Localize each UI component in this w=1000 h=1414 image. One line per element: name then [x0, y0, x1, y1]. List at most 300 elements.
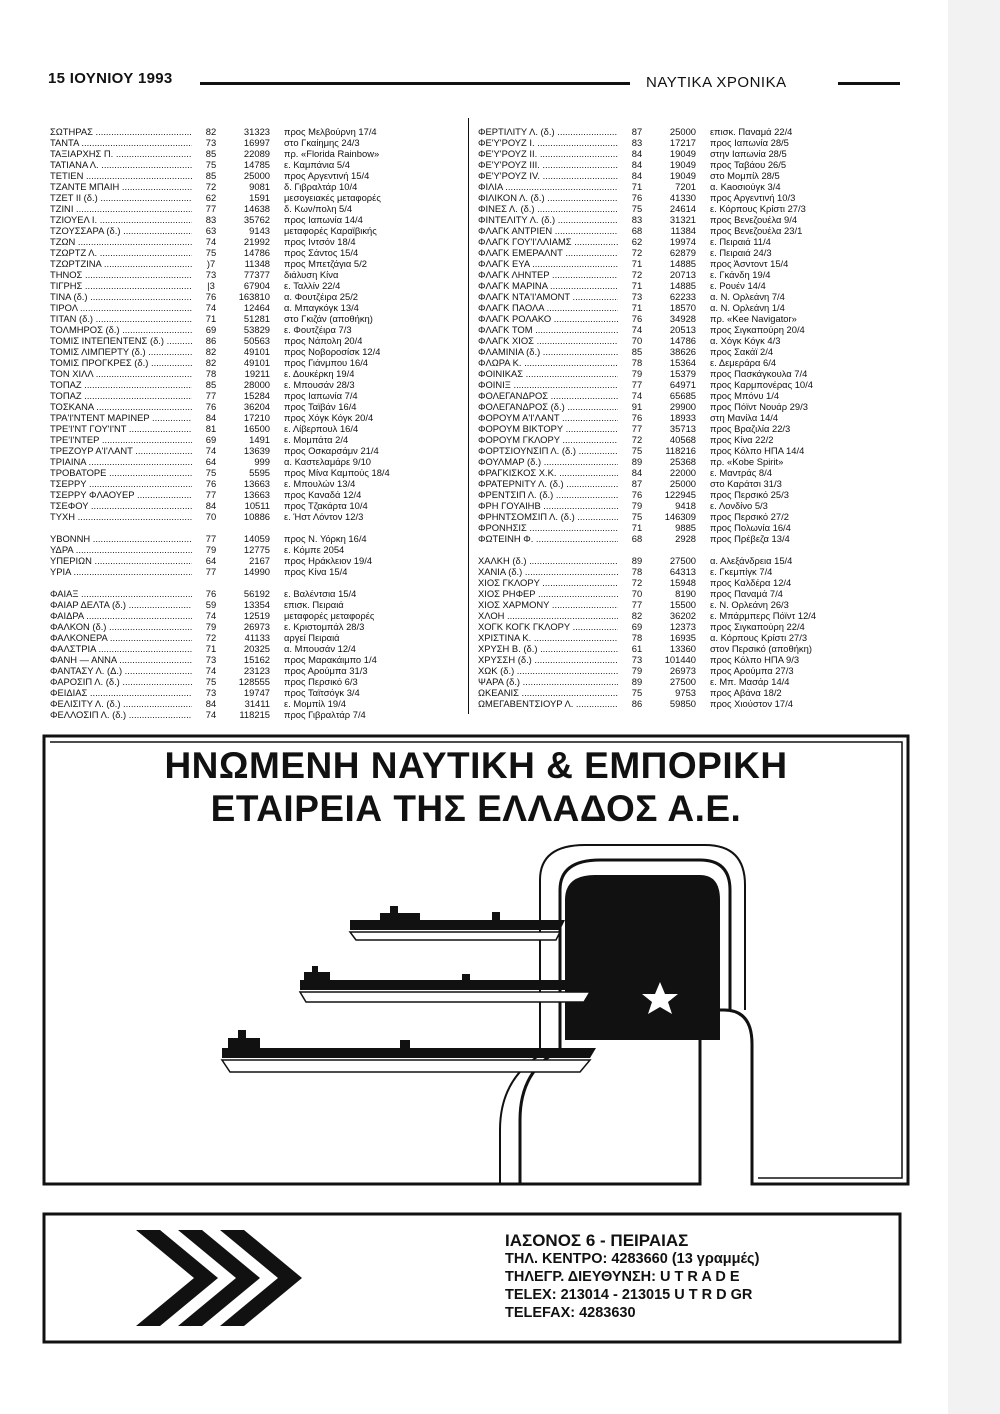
ship-row — [50, 423, 458, 434]
build-year: 72 — [205, 632, 217, 643]
ship-row — [50, 654, 458, 665]
fleet-list-right — [478, 126, 898, 720]
ship-row — [478, 225, 898, 236]
ship-row — [478, 313, 898, 324]
build-year: 76 — [205, 478, 217, 489]
ship-name: ΦΛΑΓΚ ΕΜΕΡΑΛΝΤ ..... — [478, 247, 618, 258]
deadweight: 49101 — [243, 357, 270, 368]
build-year: 71 — [631, 181, 643, 192]
ship-row — [478, 236, 898, 247]
ship-name: ΤΡΕ'Ι'ΝΤ ΓΟΥ'Ι'ΝΤ ..... — [50, 423, 192, 434]
ship-row — [478, 269, 898, 280]
ship-name: ΦΕ'Υ'ΡΟΥΖ Ι. ..... — [478, 137, 618, 148]
deadweight: 31321 — [669, 214, 696, 225]
company-name — [44, 744, 908, 830]
ship-name: ΤΡΟΒΑΤΟΡΕ ..... — [50, 467, 192, 478]
build-year: 78 — [631, 632, 643, 643]
ship-position: προς Άσντοντ 15/4 — [710, 258, 789, 269]
ship-position: προς Ταϊβάν 16/4 — [284, 401, 357, 412]
ship-row — [478, 291, 898, 302]
ship-name: ΥΠΕΡΙΩΝ ..... — [50, 555, 192, 566]
ship-position: προς Ιαπωνία 28/5 — [710, 137, 789, 148]
ship-row — [50, 137, 458, 148]
scan-edge — [948, 0, 1000, 1414]
ship-row — [50, 203, 458, 214]
build-year: 83 — [205, 214, 217, 225]
ship-name: ΦΛΑΜΙΝΙΑ (δ.) ..... — [478, 346, 618, 357]
ship-name: ΤΖΕΤ II (δ.) ..... — [50, 192, 192, 203]
ship-position: α. Ν. Ορλεάνη 7/4 — [710, 291, 785, 302]
ship-group — [50, 588, 458, 720]
deadweight: 23123 — [243, 665, 270, 676]
build-year: 75 — [631, 687, 643, 698]
ship-position: επισκ. Πειραιά — [284, 599, 344, 610]
ship-name: ΤΟΜΙΣ ΛΙΜΠΕΡΤΥ (δ.) ..... — [50, 346, 192, 357]
ship-row — [478, 379, 898, 390]
build-year: 82 — [631, 610, 643, 621]
build-year: 83 — [631, 214, 643, 225]
ship-row — [50, 214, 458, 225]
deadweight: 17210 — [243, 412, 270, 423]
deadweight: 19974 — [669, 236, 696, 247]
ship-row — [478, 335, 898, 346]
ship-position: προς Μελβούρνη 17/4 — [284, 126, 377, 137]
ship-position: προς Κόλπο ΗΠΑ 14/4 — [710, 445, 805, 456]
build-year: 84 — [631, 170, 643, 181]
deadweight: 13663 — [243, 489, 270, 500]
build-year: 77 — [205, 533, 217, 544]
ship-position: προς Πρέβεζα 13/4 — [710, 533, 790, 544]
ship-row — [50, 357, 458, 368]
ship-position: ε. Ήστ Λόντον 12/3 — [284, 511, 364, 522]
deadweight: 26973 — [669, 665, 696, 676]
deadweight: 12775 — [243, 544, 270, 555]
ship-name: ΦΑΛΚΟΝ (δ.) ..... — [50, 621, 192, 632]
ship-row — [478, 566, 898, 577]
deadweight: 163810 — [238, 291, 270, 302]
build-year: 73 — [205, 687, 217, 698]
ship-name: ΤΟΛΜΗΡΟΣ (δ.) ..... — [50, 324, 192, 335]
ship-row — [50, 324, 458, 335]
build-year: 76 — [631, 192, 643, 203]
ship-position: προς Ν. Υόρκη 16/4 — [284, 533, 367, 544]
build-year: 79 — [205, 621, 217, 632]
ship-name: ΦΛΑΓΚ ΧΙΟΣ ..... — [478, 335, 618, 346]
deadweight: 9753 — [675, 687, 696, 698]
ship-position: προς Ιντσόν 18/4 — [284, 236, 356, 247]
ship-position: προς Πολωνία 16/4 — [710, 522, 791, 533]
funnel-block — [565, 875, 720, 1040]
deadweight: 16935 — [669, 632, 696, 643]
ship-name: ΤΥΧΗ ..... — [50, 511, 192, 522]
ship-position: προς Ιαπωνία 14/4 — [284, 214, 363, 225]
ship-position: προς Ιαπωνία 7/4 — [284, 390, 358, 401]
ship-row — [478, 533, 898, 544]
ship-name: ΦΟΡΤΣΙΟΥΝΣΙΠ Λ. (δ.) ..... — [478, 445, 618, 456]
contact-box — [44, 1214, 900, 1342]
ship-position: προς Σιγκαπούρη 20/4 — [710, 324, 805, 335]
ship-row — [50, 533, 458, 544]
ship-row — [50, 632, 458, 643]
build-year: 74 — [205, 302, 217, 313]
deadweight: 24614 — [669, 203, 696, 214]
ship-row — [50, 511, 458, 522]
ship-name: ΤΣΕΦΟΥ ..... — [50, 500, 192, 511]
deadweight: 13360 — [669, 643, 696, 654]
telegraph-address: ΤΗΛΕΓΡ. ΔΙΕΥΘΥΝΣΗ: U T R A D E — [505, 1269, 740, 1285]
ship-row — [50, 170, 458, 181]
ship-name: ΦΩΤΕΙΝΗ Φ. ..... — [478, 533, 618, 544]
deadweight: 9081 — [249, 181, 270, 192]
ship-name: ΦΑΙΔΡΑ ..... — [50, 610, 192, 621]
ship-name: ΦΛΩΡΑ Κ. ..... — [478, 357, 618, 368]
ship-name: ΦΛΑΓΚ ΑΝΤΡΙΕΝ ..... — [478, 225, 618, 236]
ship-row — [50, 192, 458, 203]
build-year: 84 — [205, 412, 217, 423]
ship-position: επισκ. Παναμά 22/4 — [710, 126, 793, 137]
deadweight: 1591 — [249, 192, 270, 203]
ship-name: ΦΟΙΝΙΚΑΣ ..... — [478, 368, 618, 379]
build-year: 71 — [631, 302, 643, 313]
ship-position: μεταφορές μεταφορές — [284, 610, 375, 621]
ship-name: ΩΜΕΓΑΒΕΝΤΣΙΟΥΡ Λ. ..... — [478, 698, 618, 709]
ship-name: ΦΟΡΟΥΜ ΒΙΚΤΟΡΥ ..... — [478, 423, 618, 434]
build-year: 70 — [205, 511, 217, 522]
ship-name: ΦΑΡΟΣΙΠ Λ. (δ.) ..... — [50, 676, 192, 687]
ship-position: προς Σάντος 15/4 — [284, 247, 359, 258]
ship-row — [50, 665, 458, 676]
ship-name: ΧΡΥΣΗ Β. (δ.) ..... — [478, 643, 618, 654]
build-year: 78 — [631, 357, 643, 368]
contact-details — [505, 1232, 759, 1322]
ship-row — [50, 225, 458, 236]
build-year: 74 — [205, 610, 217, 621]
ship-row — [50, 181, 458, 192]
deadweight: 22089 — [243, 148, 270, 159]
ship-row — [50, 412, 458, 423]
ship-position: ε. Μομπίλ 19/4 — [284, 698, 346, 709]
build-year: 73 — [205, 269, 217, 280]
ship-row — [50, 555, 458, 566]
deadweight: 27500 — [669, 676, 696, 687]
build-year: 63 — [205, 225, 217, 236]
ship-row — [478, 159, 898, 170]
ship-name: ΦΙΛΙΑ ..... — [478, 181, 618, 192]
ship-row — [50, 709, 458, 720]
ship-row — [50, 621, 458, 632]
ship-position: πρ. «Kee Navigator» — [710, 313, 797, 324]
ship-name: ΦΕ'Υ'ΡΟΥΖ IV. ..... — [478, 170, 618, 181]
build-year: 74 — [205, 236, 217, 247]
column-divider — [468, 118, 469, 714]
build-year: 77 — [205, 489, 217, 500]
deadweight: 16997 — [243, 137, 270, 148]
ship-position: α. Μπουσάν 12/4 — [284, 643, 356, 654]
ship-row — [478, 621, 898, 632]
deadweight: 13354 — [243, 599, 270, 610]
deadweight: 14638 — [243, 203, 270, 214]
ship-position: α. Ν. Ορλεάνη 1/4 — [710, 302, 785, 313]
ship-group — [478, 555, 898, 709]
ship-name: ΦΛΑΓΚ ΡΟΛΑΚΟ ..... — [478, 313, 618, 324]
ship-name: ΤΖΩΡΤΖΙΝΑ ..... — [50, 258, 192, 269]
ship-row — [50, 643, 458, 654]
ship-name: ΣΩΤΗΡΑΣ ..... — [50, 126, 192, 137]
build-year: 59 — [205, 599, 217, 610]
ship-name: ΤΖΙΟΥΕΛ Ι. ..... — [50, 214, 192, 225]
build-year: 75 — [631, 203, 643, 214]
ship-name: ΦΑΝΤΑΣΥ Λ. (Δ.) ..... — [50, 665, 192, 676]
ship-name: ΤΡΕ'Ι'ΝΤΕΡ ..... — [50, 434, 192, 445]
header-rule — [200, 82, 630, 85]
deadweight: 14885 — [669, 258, 696, 269]
build-year: 73 — [205, 137, 217, 148]
ship-row — [50, 489, 458, 500]
ship-position: προς Ηράκλειον 19/4 — [284, 555, 373, 566]
deadweight: 9143 — [249, 225, 270, 236]
ship-name: ΦΟΡΟΥΜ Α'Ι'ΛΑΝΤ ..... — [478, 412, 618, 423]
header-rule-right — [838, 82, 900, 85]
ship-position: α. Κόρπους Κρίστι 27/3 — [710, 632, 808, 643]
ship-name: ΧΟΓΚ ΚΟΓΚ ΓΚΛΟΡΥ ..... — [478, 621, 618, 632]
ship-name: ΤΟΜΙΣ ΙΝΤΕΠΕΝΤΕΝΣ (δ.) ..... — [50, 335, 192, 346]
ship-row — [478, 324, 898, 335]
ship-row — [478, 599, 898, 610]
ship-name: ΦΕΡΤΙΛΙΤΥ Λ. (δ.) ..... — [478, 126, 618, 137]
ship-position: ε. Γκάνδη 19/4 — [710, 269, 771, 280]
deadweight: 11384 — [670, 225, 696, 236]
deadweight: 18570 — [669, 302, 696, 313]
ship-name: ΩΚΕΑΝΙΣ ..... — [478, 687, 618, 698]
ship-row — [478, 456, 898, 467]
build-year: 75 — [631, 445, 643, 456]
ship-row — [478, 203, 898, 214]
ship-name: ΤΡΙΑΙΝΑ ..... — [50, 456, 192, 467]
build-year: 85 — [205, 379, 217, 390]
ship-position: προς Αρούμπα 31/3 — [284, 665, 368, 676]
ship-row — [50, 401, 458, 412]
ship-position: προς Πόϊντ Νουάρ 29/3 — [710, 401, 808, 412]
ship-position: προς Μπετζάγια 5/2 — [284, 258, 367, 269]
deadweight: 14885 — [669, 280, 696, 291]
deadweight: 15379 — [669, 368, 696, 379]
ship-name: ΤΡΑ'Ι'ΝΤΕΝΤ ΜΑΡΙΝΕΡ ..... — [50, 412, 192, 423]
ship-name: ΤΟΠΑΖ ..... — [50, 379, 192, 390]
ship-position: ε. Κόμπε 2054 — [284, 544, 345, 555]
ship-row — [50, 258, 458, 269]
ship-row — [478, 500, 898, 511]
ship-name: ΥΔΡΑ ..... — [50, 544, 192, 555]
ship-position: ε. Κριστομπάλ 28/3 — [284, 621, 365, 632]
build-year: 78 — [205, 368, 217, 379]
ship-row — [50, 247, 458, 258]
build-year: 76 — [205, 401, 217, 412]
ship-row — [50, 566, 458, 577]
ship-row — [478, 170, 898, 181]
ship-row — [478, 192, 898, 203]
deadweight: 25368 — [669, 456, 696, 467]
ship-position: ε. Μπ. Μασάρ 14/4 — [710, 676, 790, 687]
deadweight: 41330 — [669, 192, 696, 203]
ship-name: ΧΡΙΣΤΙΝΑ Κ. ..... — [478, 632, 618, 643]
ship-name: ΧΡΥΣΣΗ (δ.) ..... — [478, 654, 618, 665]
build-year: 68 — [631, 533, 643, 544]
deadweight: 29900 — [669, 401, 696, 412]
build-year: 72 — [631, 577, 643, 588]
ship-name: ΥΒΟΝΝΗ ..... — [50, 533, 192, 544]
ship-name: ΤΑΝΤΑ ..... — [50, 137, 192, 148]
deadweight: 999 — [254, 456, 270, 467]
deadweight: 19747 — [243, 687, 270, 698]
deadweight: 20513 — [669, 324, 696, 335]
ship-row — [478, 698, 898, 709]
ship-position: προς Τζακάρτα 10/4 — [284, 500, 368, 511]
issue-date: 15 ΙΟΥΝΙΟΥ 1993 — [48, 70, 173, 87]
ship-position: α. Κaοσιούγκ 3/4 — [710, 181, 781, 192]
ship-row — [478, 555, 898, 566]
ship-position: ε. Ταλλίν 22/4 — [284, 280, 341, 291]
ship-name: ΤΣΕΡΡΥ ΦΛΑΟΥΕΡ ..... — [50, 489, 192, 500]
build-year: 70 — [631, 588, 643, 599]
ship-name: ΦΡΑΓΚΙΣΚΟΣ Χ.Κ. ..... — [478, 467, 618, 478]
ship-1 — [350, 906, 565, 930]
deadweight: 13663 — [243, 478, 270, 489]
ship-row — [478, 181, 898, 192]
ship-row — [50, 687, 458, 698]
ship-name: ΦΡΑΤΕΡΝΙΤΥ Λ. (δ.) ..... — [478, 478, 618, 489]
build-year: 79 — [631, 665, 643, 676]
build-year: 85 — [631, 346, 643, 357]
build-year: 69 — [205, 434, 217, 445]
chevron-logo-icon — [136, 1230, 302, 1326]
ship-name: ΧΙΟΣ ΧΑΡΜΟΝΥ ..... — [478, 599, 618, 610]
deadweight: 20325 — [243, 643, 270, 654]
phone: ΤΗΛ. ΚΕΝΤΡΟ: 4283660 (13 γραμμές) — [505, 1251, 760, 1267]
build-year: 78 — [631, 566, 643, 577]
ship-row — [478, 346, 898, 357]
deadweight: 14786 — [669, 335, 696, 346]
ship-name: ΦΛΑΓΚ ΠΑΟΛΑ ..... — [478, 302, 618, 313]
ship-position: α. Μπαγκόγκ 13/4 — [284, 302, 359, 313]
ship-row — [478, 610, 898, 621]
ship-name: ΦΙΝΕΣ Λ. (δ.) ..... — [478, 203, 618, 214]
build-year: 72 — [205, 181, 217, 192]
build-year: 69 — [631, 621, 643, 632]
ship-name: ΦΑΙΑΡ ΔΕΛΤΑ (δ.) ..... — [50, 599, 192, 610]
ship-row — [478, 478, 898, 489]
deadweight: 15364 — [669, 357, 696, 368]
ship-position: ε. Λονδίνο 5/3 — [710, 500, 768, 511]
ship-row — [478, 401, 898, 412]
build-year: 84 — [631, 148, 643, 159]
deadweight: 67904 — [243, 280, 270, 291]
ship-position: προς Νάπολη 20/4 — [284, 335, 363, 346]
ship-position: ε. Γκεμπίγκ 7/4 — [710, 566, 773, 577]
deadweight: 15500 — [669, 599, 696, 610]
build-year: 84 — [205, 698, 217, 709]
deadweight: 64313 — [669, 566, 696, 577]
ship-row — [478, 357, 898, 368]
deadweight: 49101 — [243, 346, 270, 357]
deadweight: 77377 — [243, 269, 270, 280]
ship-row — [478, 137, 898, 148]
ship-name: ΤΟΝ ΧΙΛΛ ..... — [50, 368, 192, 379]
ship-row — [478, 676, 898, 687]
ship-name: ΤΖΟΥΣΣΑΡΑ (δ.) ..... — [50, 225, 192, 236]
ship-position: προς Βενεζουέλα 9/4 — [710, 214, 798, 225]
build-year: 72 — [631, 269, 643, 280]
build-year: 85 — [205, 148, 217, 159]
ship-name: ΦΛΑΓΚ ΓΟΥ'Ι'ΛΛΙΑΜΣ ..... — [478, 236, 618, 247]
ship-name: ΤΙΓΡΗΣ ..... — [50, 280, 192, 291]
ship-name: ΦΑΛΚΟΝΕΡΑ ..... — [50, 632, 192, 643]
deadweight: 19049 — [669, 170, 696, 181]
ship-name: ΧΛΟΗ ..... — [478, 610, 618, 621]
ship-name: ΦΕ'Υ'ΡΟΥΖ ΙΙ. ..... — [478, 148, 618, 159]
ship-row — [478, 511, 898, 522]
deadweight: 19049 — [669, 159, 696, 170]
ship-name: ΤΑΞΙΑΡΧΗΣ Π. ..... — [50, 148, 192, 159]
build-year: 76 — [205, 588, 217, 599]
ship-position: στο Μομπίλ 28/5 — [710, 170, 780, 181]
ship-position: προς Αβάνα 18/2 — [710, 687, 782, 698]
ship-row — [50, 236, 458, 247]
deadweight: 34928 — [669, 313, 696, 324]
ship-row — [478, 577, 898, 588]
ship-name: ΤΙΝΑ (δ.) ..... — [50, 291, 192, 302]
ship-name: ΤΙΡΟΛ ..... — [50, 302, 192, 313]
build-year: 77 — [631, 423, 643, 434]
build-year: 62 — [631, 236, 643, 247]
deadweight: 40568 — [669, 434, 696, 445]
build-year: 76 — [205, 291, 217, 302]
ship-position: προς Χόγκ Κόγκ 20/4 — [284, 412, 374, 423]
build-year: 64 — [205, 456, 217, 467]
ship-name: ΧΙΟΣ ΡΗΦΕΡ ..... — [478, 588, 618, 599]
ship-name: ΤΖΩΡΤΖ Λ. ..... — [50, 247, 192, 258]
ship-position: δ. Κων/πολη 5/4 — [284, 203, 353, 214]
build-year: 77 — [631, 379, 643, 390]
build-year: 69 — [205, 324, 217, 335]
deadweight: 10511 — [244, 500, 270, 511]
deadweight: 5595 — [249, 467, 270, 478]
ship-name: ΤΖΑΝΤΕ ΜΠΑΙΗ ..... — [50, 181, 192, 192]
build-year: 79 — [205, 544, 217, 555]
build-year: 79 — [631, 500, 643, 511]
ship-row — [478, 467, 898, 478]
deadweight: 19211 — [244, 368, 270, 379]
ship-position: προς Οσκαρσάμν 21/4 — [284, 445, 379, 456]
ship-row — [478, 445, 898, 456]
build-year: 70 — [631, 335, 643, 346]
deadweight: 1491 — [249, 434, 270, 445]
ship-row — [50, 368, 458, 379]
ship-position: προς Αργεντινή 10/3 — [710, 192, 796, 203]
deadweight: 17217 — [669, 137, 696, 148]
address: ΙΑΣΟΝΟΣ 6 - ΠΕΙΡΑΙΑΣ — [505, 1231, 689, 1250]
deadweight: 62233 — [669, 291, 696, 302]
deadweight: 22000 — [669, 467, 696, 478]
ship-position: προς Παναμά 7/4 — [710, 588, 783, 599]
deadweight: 10886 — [243, 511, 270, 522]
build-year: 71 — [631, 258, 643, 269]
ship-row — [478, 280, 898, 291]
ship-position: ε. Λίβερπουλ 16/4 — [284, 423, 359, 434]
deadweight: 59850 — [669, 698, 696, 709]
ship-row — [50, 445, 458, 456]
build-year: 74 — [205, 709, 217, 720]
ship-row — [50, 346, 458, 357]
